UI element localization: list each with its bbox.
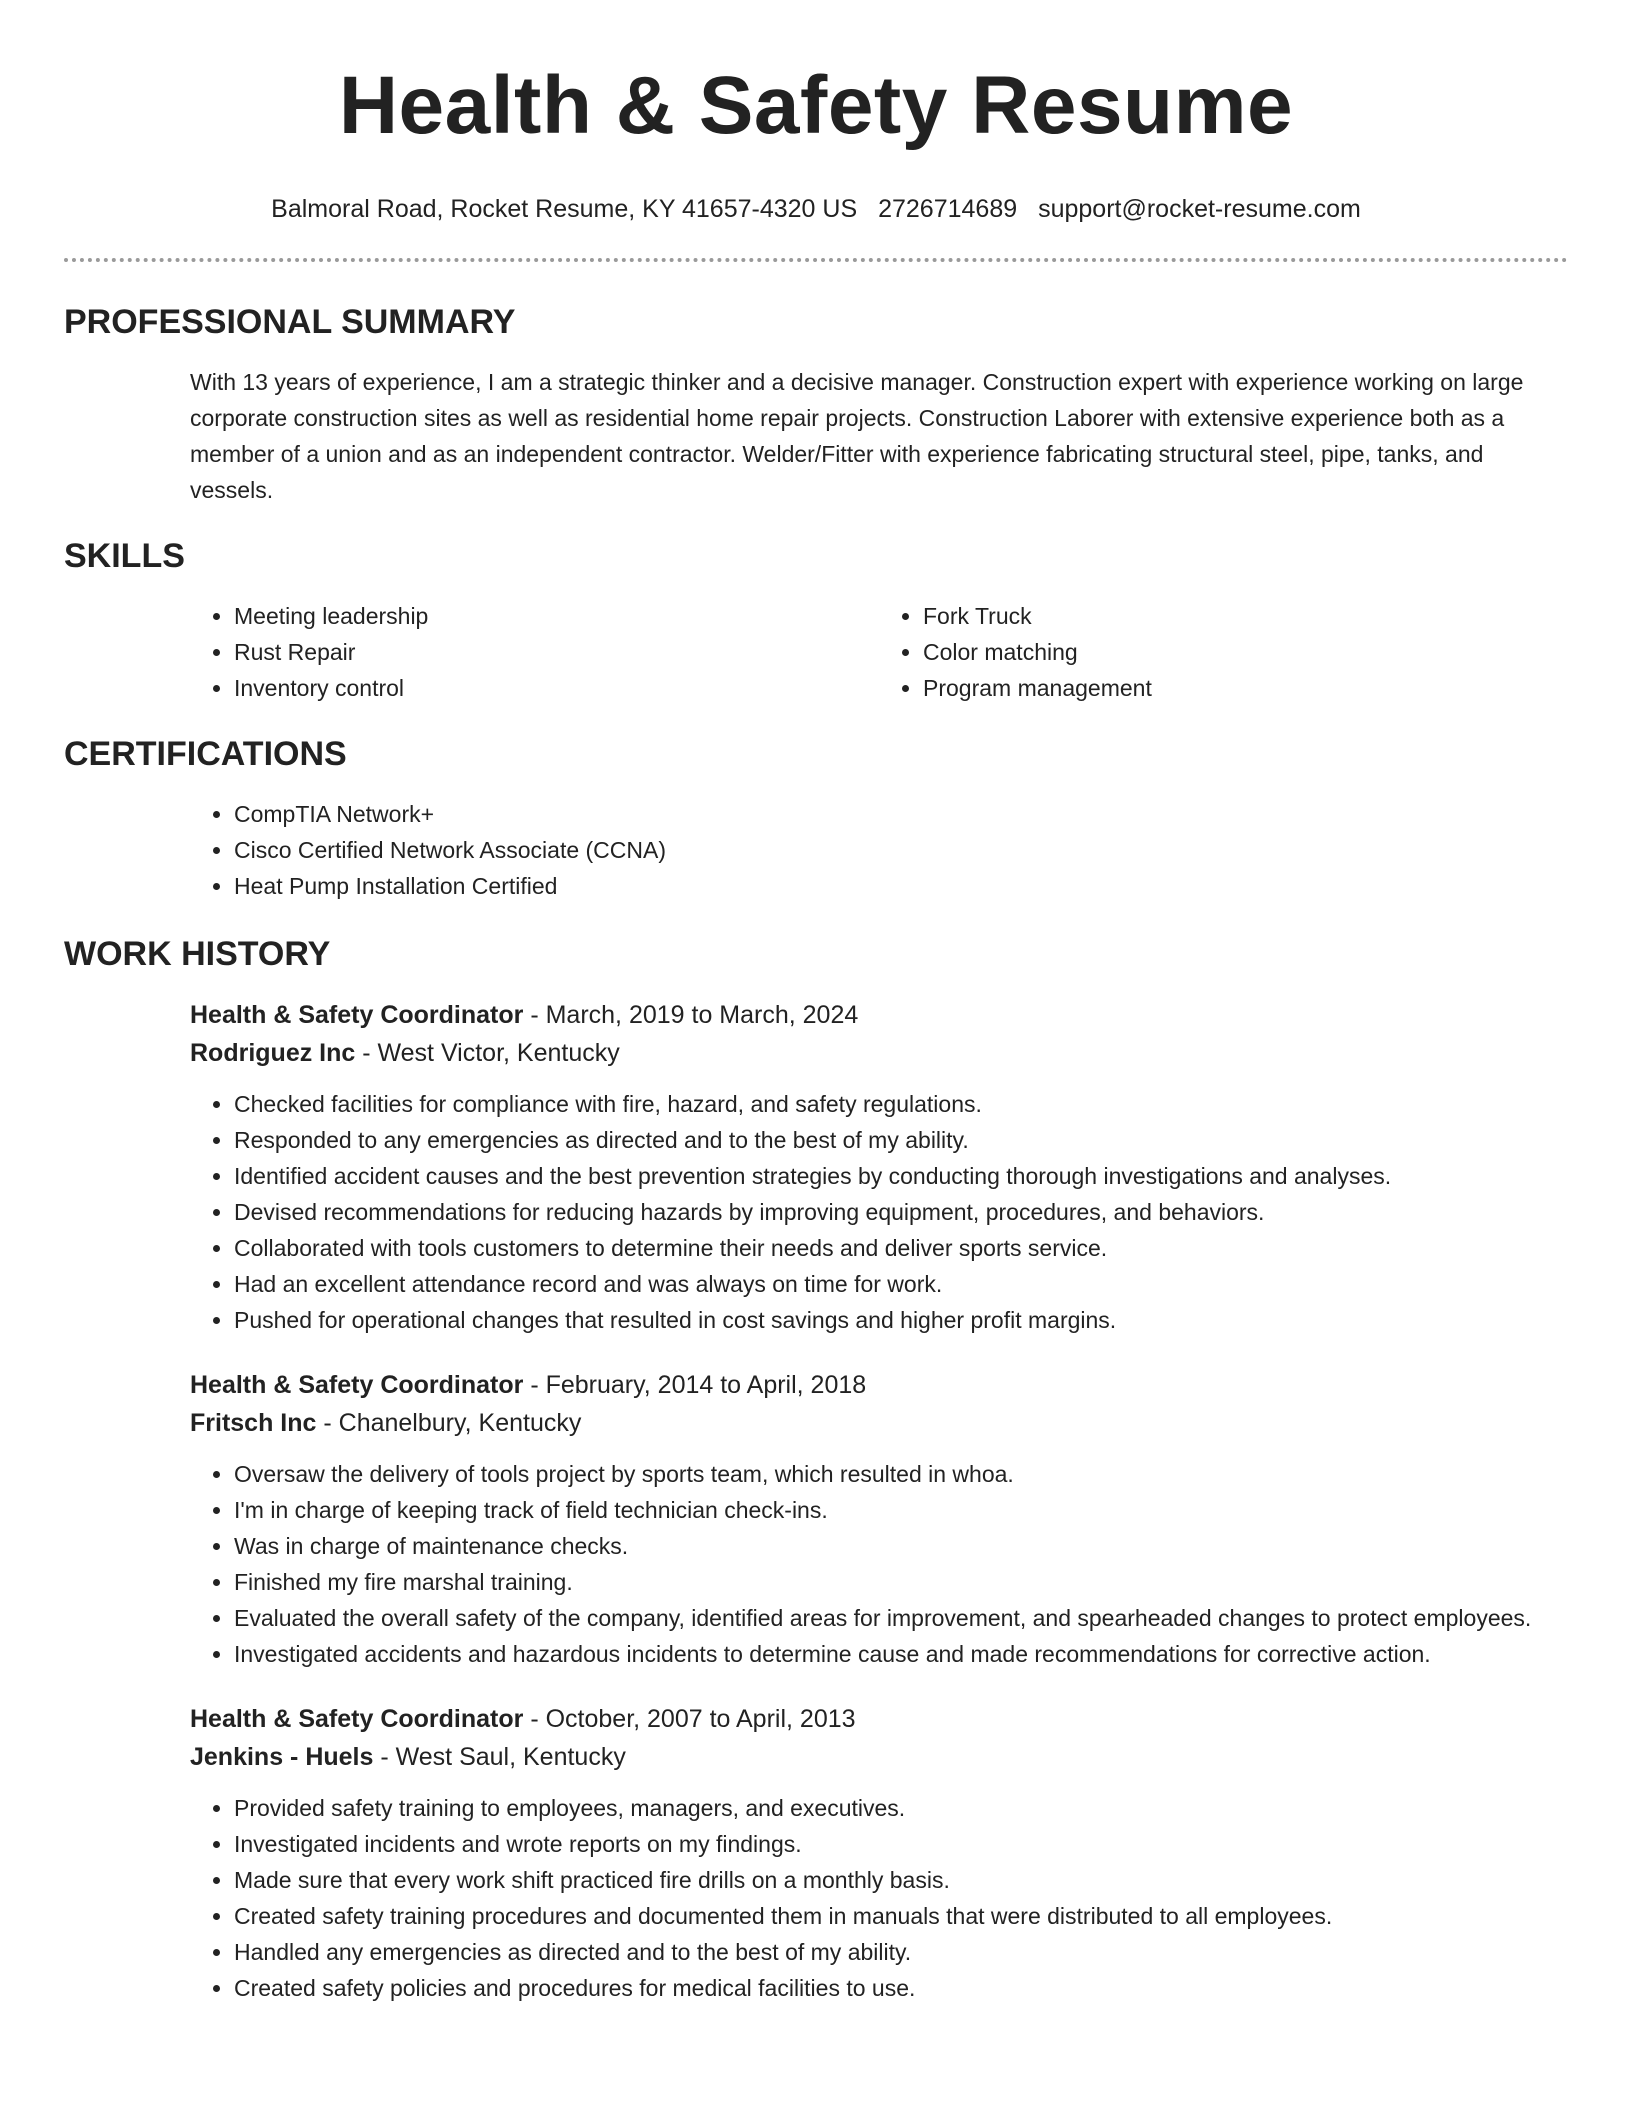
job-title-line [190,1366,1568,1404]
job-company: Fritsch Inc [190,1409,317,1437]
job-bullet: • Was in charge of maintenance checks. [234,1528,1568,1564]
job-bullet: • Made sure that every work shift practiced fire drills on a monthly basis. [234,1862,1568,1898]
job-bullet: • Finished my fire marshal training. [234,1564,1568,1600]
job-bullet: • Evaluated the overall safety of the company, identified areas for improvement, and spearheaded changes to protect employees. [234,1600,1568,1636]
contact-address: Balmoral Road, Rocket Resume, KY 41657-4320 US [271,195,858,223]
job-bullet: • Checked facilities for compliance with fire, hazard, and safety regulations. [234,1086,1568,1122]
job-bullet: • Responded to any emergencies as directed and to the best of my ability. [234,1122,1568,1158]
job-dates: - February, 2014 to April, 2018 [523,1371,867,1399]
job-title-line [190,1700,1568,1738]
job-bullet: • Investigated accidents and hazardous incidents to determine cause and made recommendations for corrective action. [234,1636,1568,1672]
skills-heading: SKILLS [64,537,185,575]
skill-item: • Fork Truck [923,598,1568,634]
job-title-line [190,996,1568,1034]
job-bullet: • Created safety training procedures and documented them in manuals that were distributed to all employees. [234,1898,1568,1934]
skills-list-left [190,598,879,706]
skills-list-right [879,598,1568,706]
job-location: - Chanelbury, Kentucky [316,1409,582,1437]
job-bullet: • Handled any emergencies as directed and to the best of my ability. [234,1934,1568,1970]
job-company-line [190,1034,1568,1072]
job-company: Jenkins - Huels [190,1743,374,1771]
summary-section [64,302,1568,508]
work-heading: WORK HISTORY [64,935,331,973]
job-company: Rodriguez Inc [190,1039,356,1067]
job-bullet: • Provided safety training to employees, managers, and executives. [234,1790,1568,1826]
job-title: Health & Safety Coordinator [190,1371,524,1399]
work-section [64,934,1568,2006]
job-entry [64,996,1568,1338]
job-bullets [190,1790,1568,2006]
contact-line [64,194,1568,224]
job-bullets [190,1086,1568,1338]
job-bullet: • Identified accident causes and the best prevention strategies by conducting thorough investigations and analyses. [234,1158,1568,1194]
job-company-line [190,1738,1568,1776]
skill-item: • Meeting leadership [234,598,879,634]
job-company-line [190,1404,1568,1442]
job-dates: - October, 2007 to April, 2013 [523,1705,856,1733]
job-bullet: • Oversaw the delivery of tools project by sports team, which resulted in whoa. [234,1456,1568,1492]
job-bullet: • Had an excellent attendance record and was always on time for work. [234,1266,1568,1302]
job-dates: - March, 2019 to March, 2024 [523,1001,859,1029]
job-bullet: • I'm in charge of keeping track of field technician check-ins. [234,1492,1568,1528]
job-bullet: • Created safety policies and procedures for medical facilities to use. [234,1970,1568,2006]
skill-item: • Program management [923,670,1568,706]
job-location: - West Saul, Kentucky [373,1743,626,1771]
summary-heading: PROFESSIONAL SUMMARY [64,303,516,341]
job-title: Health & Safety Coordinator [190,1705,524,1733]
job-entry [64,1366,1568,1672]
contact-email: support@rocket-resume.com [1038,195,1361,223]
header-divider [64,258,1568,262]
job-bullet: • Pushed for operational changes that resulted in cost savings and higher profit margins. [234,1302,1568,1338]
resume-title: Health & Safety Resume [338,60,1294,151]
skill-item: • Rust Repair [234,634,879,670]
job-bullet: • Devised recommendations for reducing hazards by improving equipment, procedures, and behaviors. [234,1194,1568,1230]
skill-item: • Inventory control [234,670,879,706]
certifications-heading: CERTIFICATIONS [64,735,347,773]
skills-section [64,536,1568,706]
summary-text: With 13 years of experience, I am a strategic thinker and a decisive manager. Construction expert with experience working on large corporate construction sites as well as residential home repair projects. Construction Laborer with extensive experience both as a member of a union and as an independent contractor. Welder/Fitter with experience fabricating structural steel, pipe, tanks, and vessels. [190,369,1524,503]
contact-phone: 2726714689 [878,195,1018,223]
job-entry [64,1700,1568,2006]
skill-item: • Color matching [923,634,1568,670]
certifications-list [190,796,1568,904]
certifications-section [64,734,1568,904]
certification-item: • Heat Pump Installation Certified [234,868,1568,904]
certification-item: • CompTIA Network+ [234,796,1568,832]
certification-item: • Cisco Certified Network Associate (CCNA) [234,832,1568,868]
job-bullet: • Investigated incidents and wrote reports on my findings. [234,1826,1568,1862]
job-title: Health & Safety Coordinator [190,1001,524,1029]
job-bullets [190,1456,1568,1672]
job-location: - West Victor, Kentucky [355,1039,620,1067]
job-bullet: • Collaborated with tools customers to determine their needs and deliver sports service. [234,1230,1568,1266]
